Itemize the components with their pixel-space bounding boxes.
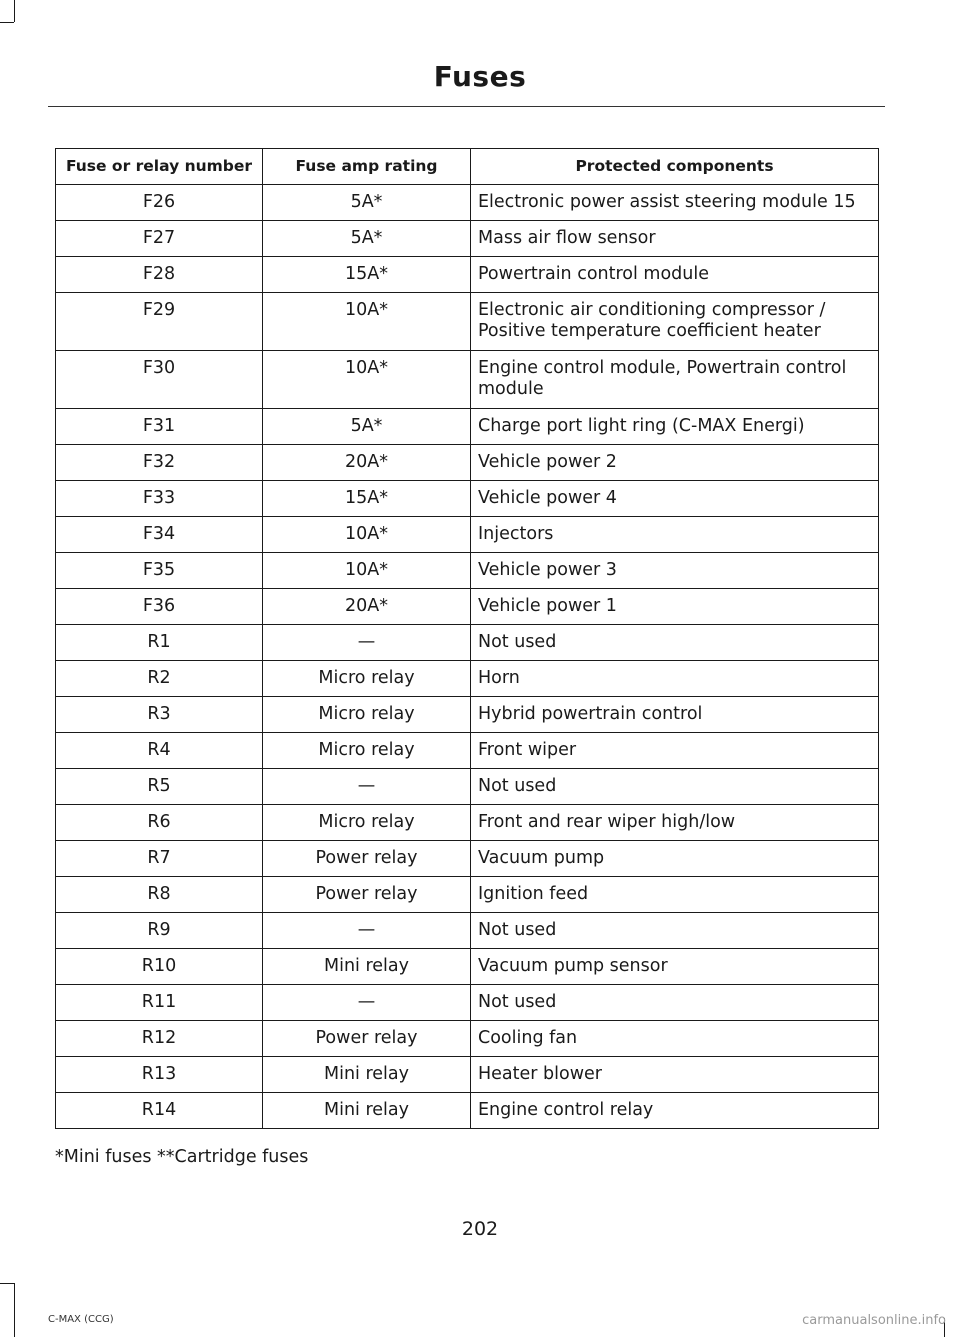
amp-rating-cell: 5A* bbox=[263, 185, 471, 221]
amp-rating-cell: — bbox=[263, 625, 471, 661]
amp-rating-cell: Power relay bbox=[263, 877, 471, 913]
amp-rating-cell: 20A* bbox=[263, 589, 471, 625]
fuse-number-cell: F36 bbox=[56, 589, 263, 625]
table-row bbox=[56, 1093, 879, 1129]
title-divider bbox=[48, 106, 885, 107]
table-row bbox=[56, 913, 879, 949]
protected-component-cell: Electronic air conditioning compressor / Positive temperature coefficient heater bbox=[471, 293, 879, 351]
protected-component-cell: Electronic power assist steering module 15 bbox=[471, 185, 879, 221]
fuse-table bbox=[55, 148, 879, 1129]
protected-component-cell: Front and rear wiper high/low bbox=[471, 805, 879, 841]
protected-component-cell: Mass air flow sensor bbox=[471, 221, 879, 257]
watermark: carmanualsonline.info bbox=[802, 1313, 946, 1328]
fuse-number-cell: R4 bbox=[56, 733, 263, 769]
fuse-number-cell: F29 bbox=[56, 293, 263, 351]
amp-rating-cell: 10A* bbox=[263, 553, 471, 589]
fuse-number-cell: R11 bbox=[56, 985, 263, 1021]
amp-rating-cell: 10A* bbox=[263, 293, 471, 351]
fuse-number-cell: F32 bbox=[56, 445, 263, 481]
amp-rating-cell: — bbox=[263, 913, 471, 949]
column-header-number: Fuse or relay number bbox=[56, 149, 263, 185]
crop-mark bbox=[14, 1283, 15, 1337]
table-row bbox=[56, 221, 879, 257]
protected-component-cell: Cooling fan bbox=[471, 1021, 879, 1057]
fuse-number-cell: F35 bbox=[56, 553, 263, 589]
protected-component-cell: Powertrain control module bbox=[471, 257, 879, 293]
table-row bbox=[56, 293, 879, 351]
fuse-number-cell: F27 bbox=[56, 221, 263, 257]
amp-rating-cell: Power relay bbox=[263, 841, 471, 877]
amp-rating-cell: 5A* bbox=[263, 221, 471, 257]
footnote: *Mini fuses **Cartridge fuses bbox=[55, 1147, 309, 1167]
fuse-number-cell: F33 bbox=[56, 481, 263, 517]
page-number: 202 bbox=[461, 1218, 499, 1240]
protected-component-cell: Engine control module, Powertrain control module bbox=[471, 351, 879, 409]
amp-rating-cell: Mini relay bbox=[263, 1057, 471, 1093]
table-row bbox=[56, 351, 879, 409]
fuse-number-cell: R7 bbox=[56, 841, 263, 877]
table-row bbox=[56, 257, 879, 293]
table-row bbox=[56, 445, 879, 481]
fuse-number-cell: R6 bbox=[56, 805, 263, 841]
model-label: C-MAX (CCG) bbox=[48, 1314, 114, 1325]
table-row bbox=[56, 625, 879, 661]
protected-component-cell: Engine control relay bbox=[471, 1093, 879, 1129]
protected-component-cell: Horn bbox=[471, 661, 879, 697]
protected-component-cell: Ignition feed bbox=[471, 877, 879, 913]
amp-rating-cell: 15A* bbox=[263, 257, 471, 293]
fuse-number-cell: R8 bbox=[56, 877, 263, 913]
fuse-number-cell: R10 bbox=[56, 949, 263, 985]
protected-component-cell: Vehicle power 2 bbox=[471, 445, 879, 481]
table-row bbox=[56, 481, 879, 517]
protected-component-cell: Heater blower bbox=[471, 1057, 879, 1093]
fuse-number-cell: F34 bbox=[56, 517, 263, 553]
table-row bbox=[56, 553, 879, 589]
table-row bbox=[56, 985, 879, 1021]
fuse-number-cell: F28 bbox=[56, 257, 263, 293]
fuse-number-cell: R14 bbox=[56, 1093, 263, 1129]
amp-rating-cell: Micro relay bbox=[263, 733, 471, 769]
fuse-number-cell: R5 bbox=[56, 769, 263, 805]
amp-rating-cell: 10A* bbox=[263, 517, 471, 553]
protected-component-cell: Vacuum pump sensor bbox=[471, 949, 879, 985]
table-row bbox=[56, 697, 879, 733]
fuse-table-body bbox=[56, 185, 879, 1129]
fuse-number-cell: R13 bbox=[56, 1057, 263, 1093]
fuse-number-cell: F30 bbox=[56, 351, 263, 409]
amp-rating-cell: Mini relay bbox=[263, 1093, 471, 1129]
table-row bbox=[56, 1057, 879, 1093]
amp-rating-cell: Mini relay bbox=[263, 949, 471, 985]
amp-rating-cell: Power relay bbox=[263, 1021, 471, 1057]
fuse-number-cell: F26 bbox=[56, 185, 263, 221]
crop-mark bbox=[0, 22, 14, 23]
fuse-number-cell: R12 bbox=[56, 1021, 263, 1057]
protected-component-cell: Not used bbox=[471, 769, 879, 805]
fuse-number-cell: R1 bbox=[56, 625, 263, 661]
table-row bbox=[56, 949, 879, 985]
protected-component-cell: Vehicle power 1 bbox=[471, 589, 879, 625]
protected-component-cell: Front wiper bbox=[471, 733, 879, 769]
table-row bbox=[56, 409, 879, 445]
protected-component-cell: Vacuum pump bbox=[471, 841, 879, 877]
amp-rating-cell: Micro relay bbox=[263, 805, 471, 841]
protected-component-cell: Vehicle power 4 bbox=[471, 481, 879, 517]
protected-component-cell: Charge port light ring (C-MAX Energi) bbox=[471, 409, 879, 445]
protected-component-cell: Not used bbox=[471, 913, 879, 949]
fuse-number-cell: F31 bbox=[56, 409, 263, 445]
table-row bbox=[56, 769, 879, 805]
table-row bbox=[56, 733, 879, 769]
table-row bbox=[56, 841, 879, 877]
amp-rating-cell: 5A* bbox=[263, 409, 471, 445]
table-row bbox=[56, 661, 879, 697]
table-row bbox=[56, 805, 879, 841]
crop-mark bbox=[0, 1283, 14, 1284]
table-row bbox=[56, 1021, 879, 1057]
protected-component-cell: Hybrid powertrain control bbox=[471, 697, 879, 733]
amp-rating-cell: Micro relay bbox=[263, 697, 471, 733]
protected-component-cell: Injectors bbox=[471, 517, 879, 553]
column-header-components: Protected components bbox=[471, 149, 879, 185]
protected-component-cell: Not used bbox=[471, 985, 879, 1021]
table-row bbox=[56, 185, 879, 221]
fuse-number-cell: R3 bbox=[56, 697, 263, 733]
amp-rating-cell: 20A* bbox=[263, 445, 471, 481]
fuse-number-cell: R2 bbox=[56, 661, 263, 697]
fuse-number-cell: R9 bbox=[56, 913, 263, 949]
table-row bbox=[56, 589, 879, 625]
amp-rating-cell: 10A* bbox=[263, 351, 471, 409]
protected-component-cell: Not used bbox=[471, 625, 879, 661]
column-header-amp-rating: Fuse amp rating bbox=[263, 149, 471, 185]
crop-mark bbox=[14, 0, 15, 22]
protected-component-cell: Vehicle power 3 bbox=[471, 553, 879, 589]
amp-rating-cell: — bbox=[263, 769, 471, 805]
table-header-row bbox=[56, 149, 879, 185]
amp-rating-cell: — bbox=[263, 985, 471, 1021]
amp-rating-cell: 15A* bbox=[263, 481, 471, 517]
table-row bbox=[56, 517, 879, 553]
table-row bbox=[56, 877, 879, 913]
amp-rating-cell: Micro relay bbox=[263, 661, 471, 697]
page-title: Fuses bbox=[433, 60, 527, 93]
